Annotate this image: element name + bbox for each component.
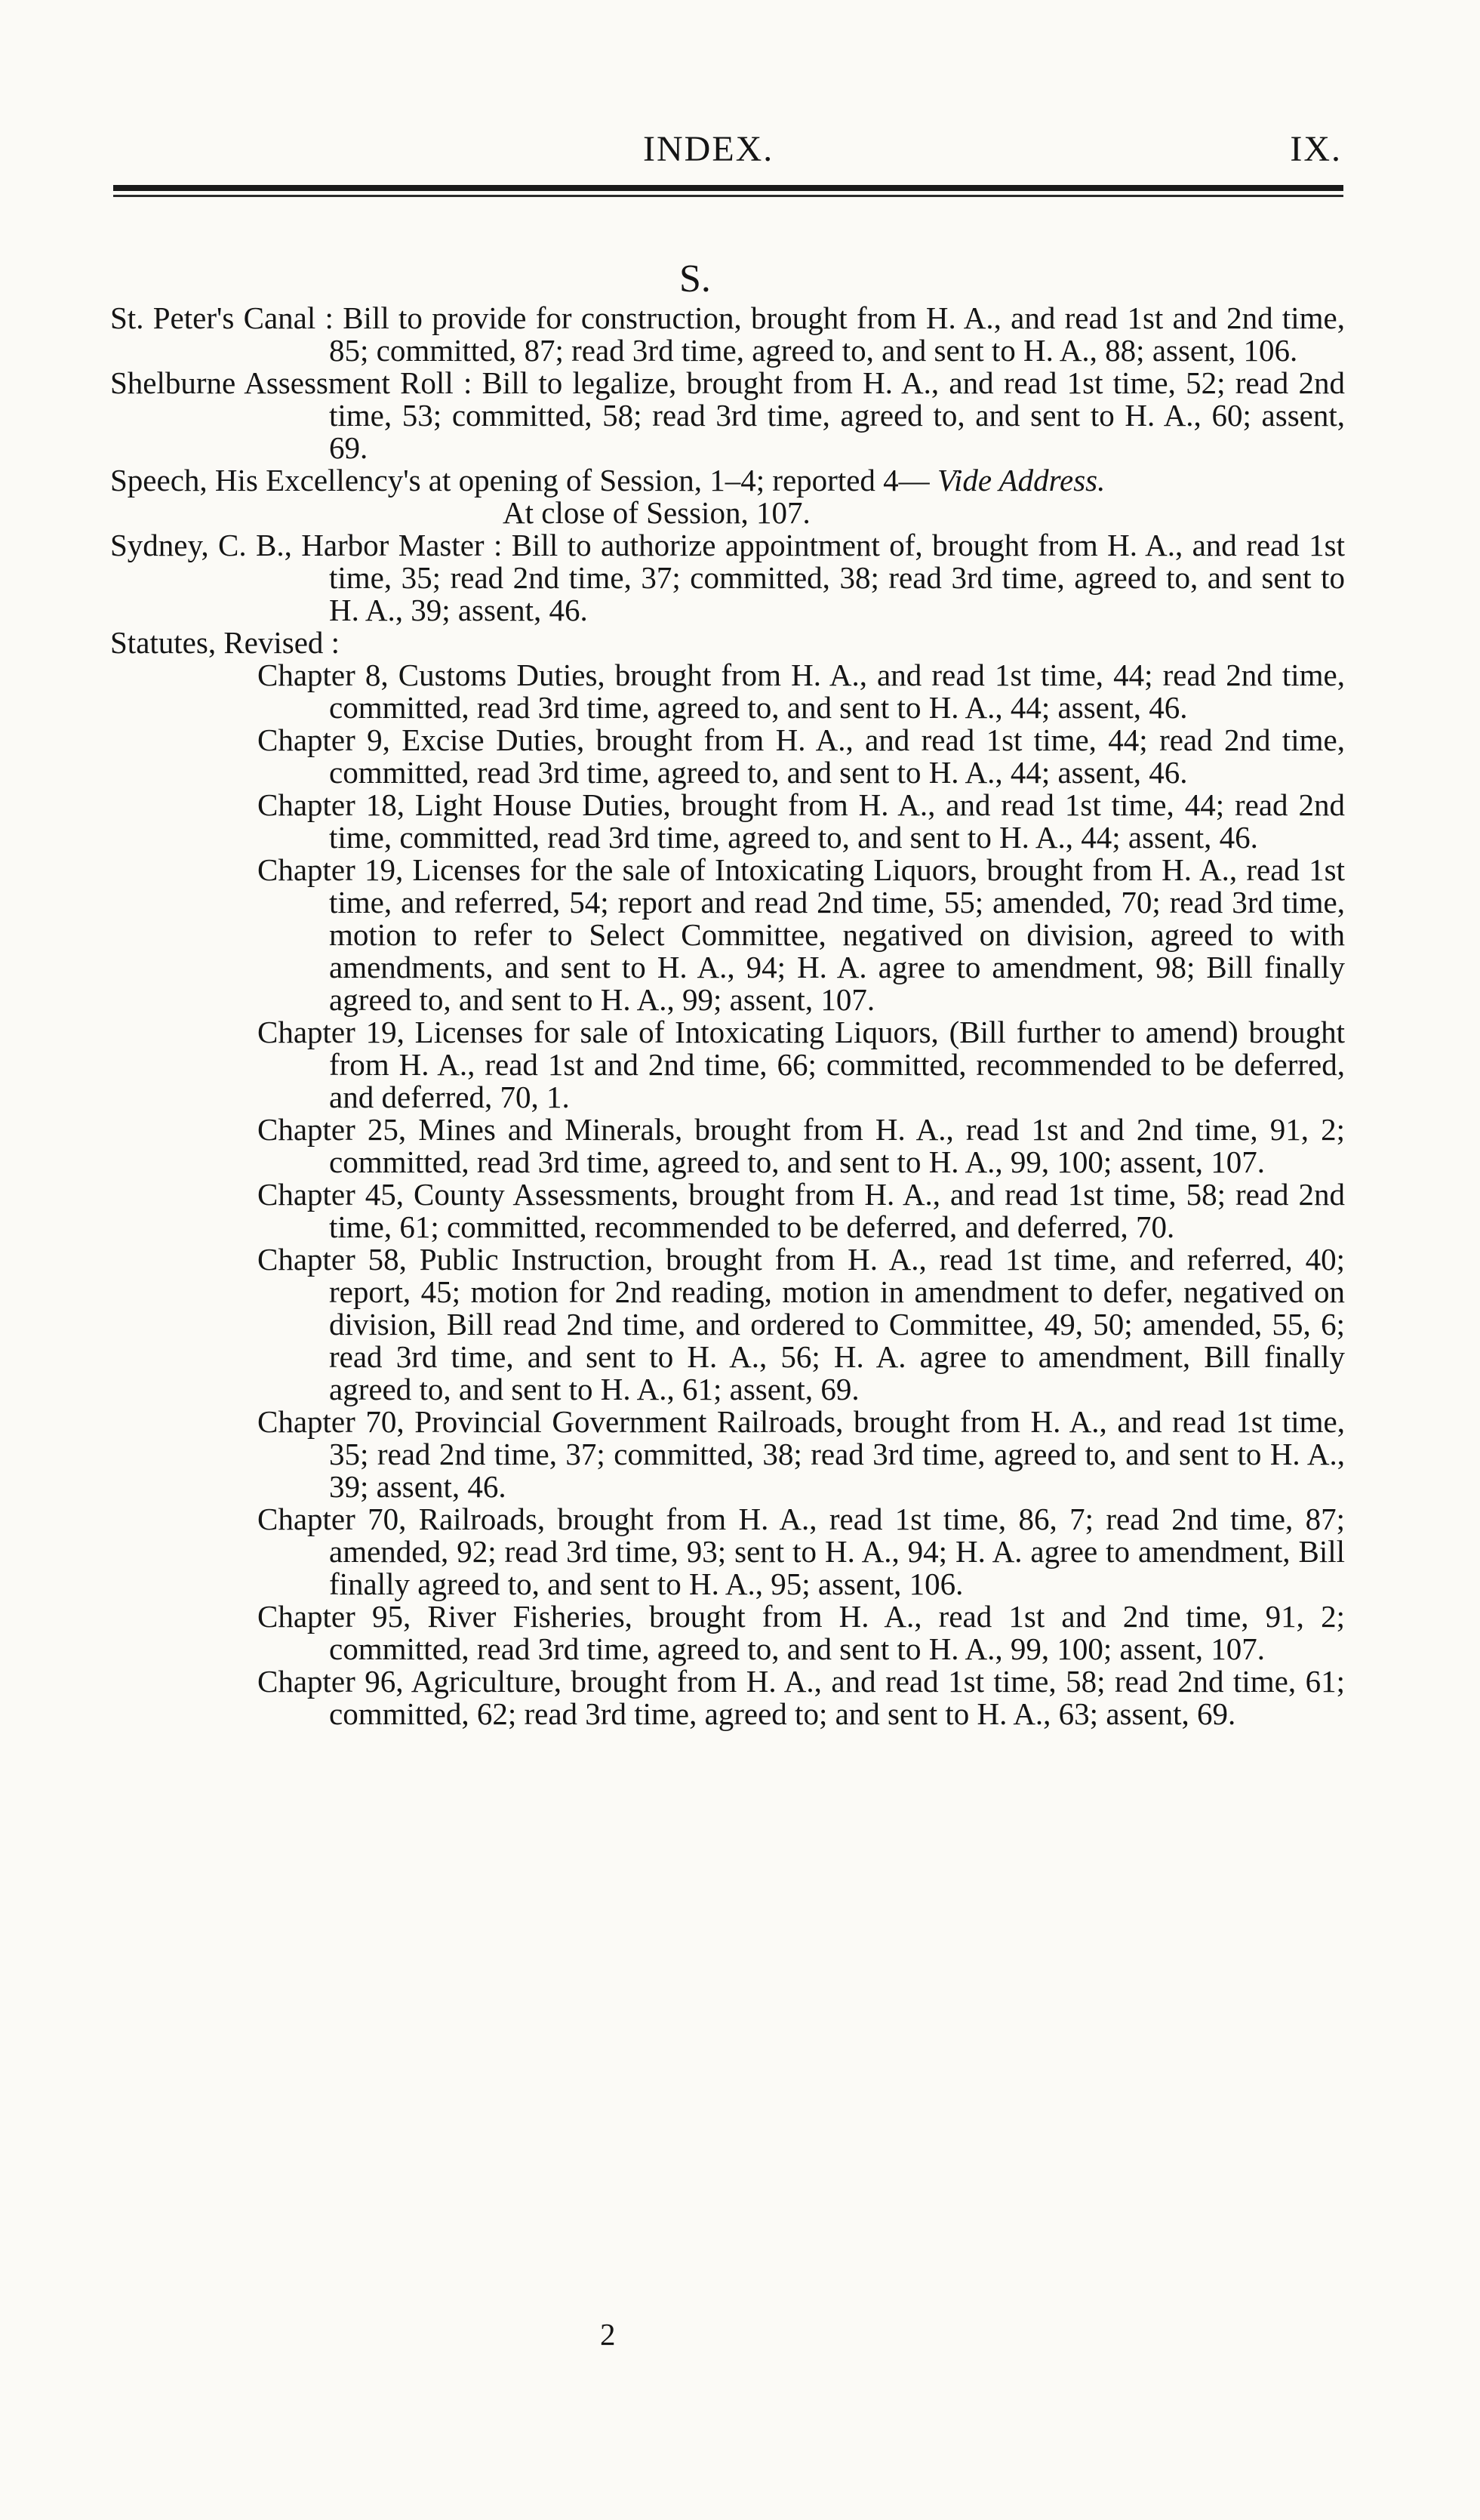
index-entries — [110, 302, 1345, 1730]
signature-mark: 2 — [600, 2317, 616, 2352]
index-entry-sydney-harbor-master: Sydney, C. B., Harbor Master : Bill to authorize appointment of, brought from H. A., and read 1st time, 35; read 2nd time, 37; committed, 38; read 3rd time, agreed to, and sent to H. A., 39; assent, 46. — [110, 528, 1345, 627]
index-entry-st-peters-canal: St. Peter's Canal : Bill to provide for construction, brought from H. A., and read 1st and 2nd time, 85; committed, 87; read 3rd time, agreed to, and sent to H. A., 88; assent, 106. — [110, 300, 1345, 368]
chapter-entry: Chapter 9, Excise Duties, brought from H. A., and read 1st time, 44; read 2nd time, committed, read 3rd time, agreed to, and sent to H. A., 44; assent, 46. — [257, 722, 1345, 790]
chapter-entry: Chapter 96, Agriculture, brought from H. A., and read 1st time, 58; read 2nd time, 61; committed, 62; read 3rd time, agreed to; and sent to H. A., 63; assent, 69. — [257, 1664, 1345, 1731]
chapter-entry: Chapter 45, County Assessments, brought from H. A., and read 1st time, 58; read 2nd time, 61; committed, recommended to be deferred, and deferred, 70. — [257, 1177, 1345, 1244]
index-entry-shelburne-assessment-roll: Shelburne Assessment Roll : Bill to legalize, brought from H. A., and read 1st time, 52; read 2nd time, 53; committed, 58; read 3rd time, agreed to, and sent to H. A., 60; assent, 69. — [110, 365, 1345, 465]
page-header — [110, 121, 1342, 181]
chapter-entry: Chapter 95, River Fisheries, brought from H. A., read 1st and 2nd time, 91, 2; committed, read 3rd time, agreed to, and sent to H. A., 99, 100; assent, 107. — [257, 1599, 1345, 1666]
chapter-entry: Chapter 25, Mines and Minerals, brought from H. A., read 1st and 2nd time, 91, 2; committed, read 3rd time, agreed to, and sent to H. A., 99, 100; assent, 107. — [257, 1112, 1345, 1179]
index-entry-speech-close: At close of Session, 107. — [503, 495, 811, 530]
section-letter: S. — [679, 257, 711, 300]
header-page-number: IX. — [1290, 129, 1342, 169]
speech-entry-text: Speech, His Excellency's at opening of Session, 1–4; reported 4— — [110, 463, 930, 498]
speech-entry-vide: Vide Address. — [937, 463, 1106, 498]
chapter-entry: Chapter 19, Licenses for the sale of Intoxicating Liquors, brought from H. A., read 1st time, and referred, 54; report and read 2nd time, 55; amended, 70; read 3rd time, motion to refer to Select Committee, negatived on division, agreed to with amendments, and sent to H. A., 94; H. A. agree to amendment, 98; Bill finally agreed to, and sent to H. A., 99; assent, 107. — [257, 852, 1345, 1017]
header-rule-thin — [113, 195, 1343, 197]
chapter-entry: Chapter 19, Licenses for sale of Intoxicating Liquors, (Bill further to amend) brought from H. A., read 1st and 2nd time, 66; committed, recommended to be deferred, and deferred, 70, 1. — [257, 1015, 1345, 1114]
chapter-entry: Chapter 18, Light House Duties, brought from H. A., and read 1st time, 44; read 2nd time, committed, read 3rd time, agreed to, and sent to H. A., 44; assent, 46. — [257, 787, 1345, 855]
chapter-entry: Chapter 70, Provincial Government Railroads, brought from H. A., and read 1st time, 35; read 2nd time, 37; committed, 38; read 3rd time, agreed to, and sent to H. A., 39; assent, 46. — [257, 1404, 1345, 1504]
chapter-entry: Chapter 58, Public Instruction, brought from H. A., read 1st time, and referred, 40; report, 45; motion for 2nd reading, motion in amendment to defer, negatived on division, Bill read 2nd time, and ordered to Committee, 49, 50; amended, 55, 6; read 3rd time, and sent to H. A., 56; H. A. agree to amendment, Bill finally agreed to, and sent to H. A., 61; assent, 69. — [257, 1242, 1345, 1406]
index-entry-speech — [110, 464, 1345, 497]
header-rule-thick — [113, 185, 1343, 191]
index-entry-statutes-revised: Statutes, Revised : — [110, 625, 340, 660]
header-title: INDEX. — [643, 129, 774, 169]
chapter-entry: Chapter 70, Railroads, brought from H. A., read 1st time, 86, 7; read 2nd time, 87; amended, 92; read 3rd time, 93; sent to H. A., 94; H. A. agree to amendment, Bill finally agreed to, and sent to H. A., 95; assent, 106. — [257, 1502, 1345, 1601]
chapter-entry: Chapter 8, Customs Duties, brought from H. A., and read 1st time, 44; read 2nd time, committed, read 3rd time, agreed to, and sent to H. A., 44; assent, 46. — [257, 658, 1345, 725]
